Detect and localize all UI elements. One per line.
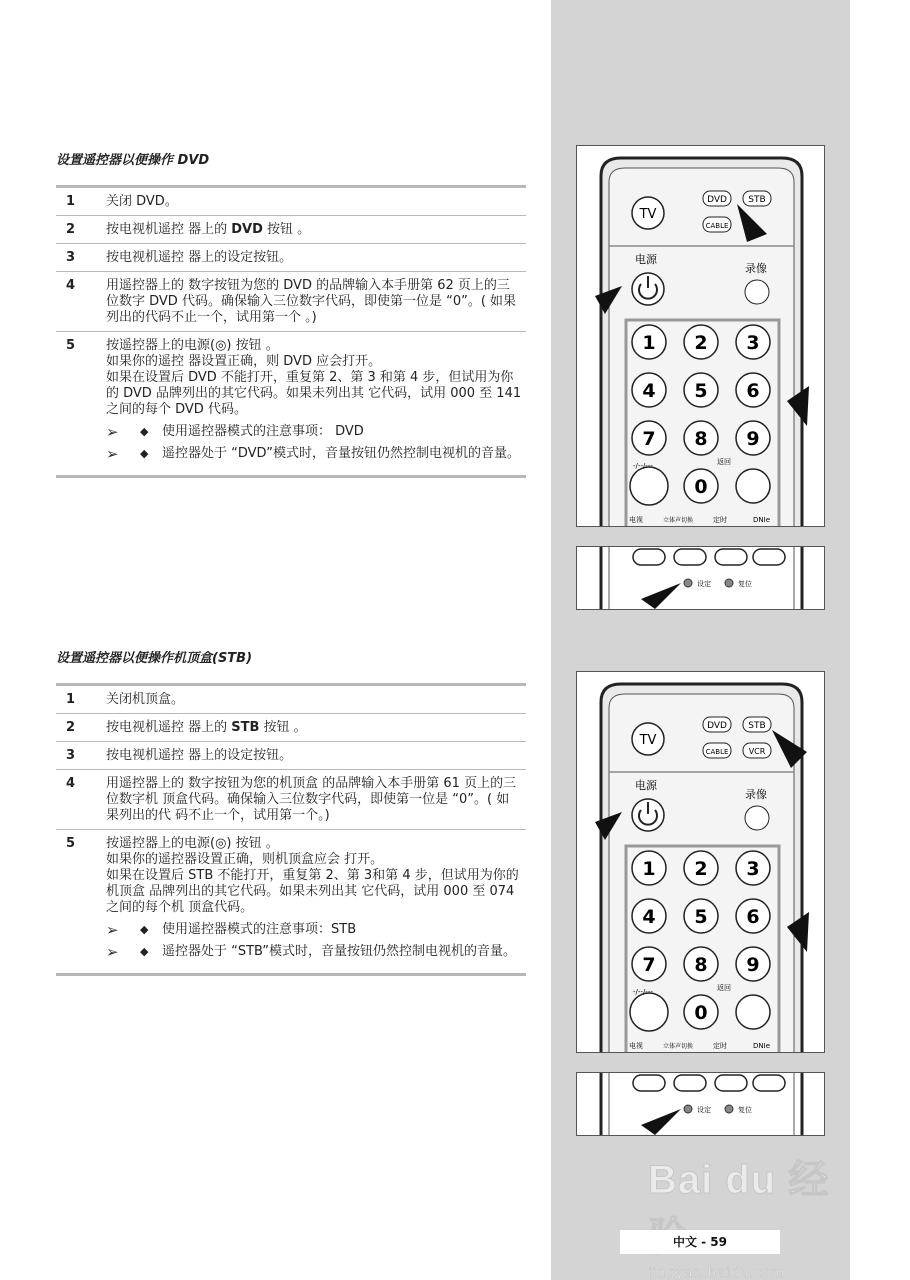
svg-text:DVD: DVD [707, 721, 727, 731]
svg-text:9: 9 [746, 428, 760, 450]
svg-text:STB: STB [748, 721, 766, 731]
svg-text:5: 5 [694, 906, 708, 928]
step-text: 用遥控器上的 数字按钮为您的 DVD 的品牌输入本手册第 62 页上的三位数字 DVD 代码。确保输入三位数字代码，即使第一位是 “0”。( 如果列出的代码不止一个，试用第一个 。) [106, 278, 517, 325]
divider [56, 475, 526, 478]
reset-button [725, 579, 733, 587]
reset-button [725, 1105, 733, 1113]
svg-text:DVD: DVD [707, 195, 727, 205]
step-text: 按电视机遥控 器上的 DVD 按钮 。 [106, 222, 311, 237]
diamond-icon: ◆ [140, 425, 149, 438]
svg-text:3: 3 [746, 332, 760, 354]
pointer-arrow-icon [641, 583, 681, 609]
step-text: 按遥控器上的电源(◎) 按钮 。 如果你的遥控 器设置正确，则 DVD 应会打开。 如果在设置后 DVD 不能打开，重复第 2、第 3 和第 4 步，但试用为你的 DVD 品牌列出的其它代码。如果未列出其 它代码，试用 000 至 141 之间的每个 DVD 代码。 ➢ ◆ 使用遥控器模式的注意事项： DVD ➢ ◆ 遥控器处于 “DVD”模式时，音量按钮仍然控制电视机的音量。 [106, 338, 522, 463]
svg-text:5: 5 [694, 380, 708, 402]
remote-svg [577, 672, 825, 1053]
step-row [56, 188, 526, 216]
step-number: 3 [66, 748, 76, 763]
step-text: 按遥控器上的电源(◎) 按钮 。 如果你的遥控器设置正确，则机顶盒应会 打开。 如果在设置后 STB 不能打开，重复第 2、第 3和第 4 步，但试用为你的机顶盒 品牌列出的其它代码。如果未列出其 它代码，试用 000 至 074 之间的每个机 顶盒代码。 ➢ ◆ 使用遥控器模式的注意事项：STB ➢ ◆ 遥控器处于 “STB”模式时，音量按钮仍然控制电视机的音量。 [106, 836, 526, 960]
note-item: ➢ ◆ 遥控器处于 “DVD”模式时，音量按钮仍然控制电视机的音量。 [106, 445, 520, 463]
note-item: ➢ ◆ 遥控器处于 “STB”模式时，音量按钮仍然控制电视机的音量。 [106, 943, 517, 961]
step-number: 5 [66, 836, 76, 851]
svg-text:立体声切换: 立体声切换 [663, 517, 694, 524]
watermark-brand: Bai du 经 [648, 1158, 830, 1202]
svg-text:返回: 返回 [717, 458, 731, 466]
strip-svg [577, 1073, 825, 1136]
remote-illustration-dvd [576, 145, 825, 527]
svg-text:电源: 电源 [635, 253, 657, 266]
svg-text:1: 1 [642, 858, 656, 880]
step-row [56, 272, 526, 332]
diamond-icon: ◆ [140, 945, 149, 958]
arrow-icon: ➢ [106, 921, 119, 939]
step-number: 2 [66, 720, 76, 735]
step-row [56, 216, 526, 244]
step-text: 按电视机遥控 器上的 STB 按钮 。 [106, 720, 307, 735]
setup-button-strip-dvd [576, 546, 825, 610]
svg-text:录像: 录像 [745, 262, 767, 275]
svg-text:8: 8 [694, 428, 708, 450]
svg-text:返回: 返回 [717, 984, 731, 992]
note-item: ➢ ◆ 使用遥控器模式的注意事项： DVD [106, 423, 364, 441]
remote-illustration-stb [576, 671, 825, 1053]
step-row [56, 830, 526, 965]
svg-text:设定: 设定 [697, 1106, 711, 1114]
source-icon [745, 280, 769, 304]
svg-text:复位: 复位 [738, 580, 752, 588]
svg-text:6: 6 [746, 906, 760, 928]
step-row [56, 714, 526, 742]
svg-text:8: 8 [694, 954, 708, 976]
step-number: 4 [66, 278, 76, 293]
step-number: 4 [66, 776, 76, 791]
remote-svg [577, 146, 825, 527]
page-number: 中文 - 59 [620, 1230, 780, 1254]
svg-text:3: 3 [746, 858, 760, 880]
svg-text:0: 0 [694, 476, 708, 498]
svg-text:7: 7 [642, 428, 656, 450]
section-stb [56, 648, 526, 976]
step-row [56, 770, 526, 830]
arrow-icon: ➢ [106, 445, 119, 463]
svg-text:4: 4 [642, 906, 656, 928]
set-button [684, 579, 692, 587]
svg-text:录像: 录像 [745, 788, 767, 801]
svg-text:6: 6 [746, 380, 760, 402]
pointer-arrow-icon [641, 1109, 681, 1135]
setup-button-strip-stb [576, 1072, 825, 1136]
svg-text:电视: 电视 [629, 516, 643, 524]
svg-text:电视: 电视 [629, 1042, 643, 1050]
svg-text:2: 2 [694, 858, 708, 880]
source-icon [745, 806, 769, 830]
svg-text:VCR: VCR [748, 747, 766, 756]
section-title: 设置遥控器以便操作 DVD [56, 153, 210, 168]
svg-text:复位: 复位 [738, 1106, 752, 1114]
arrow-icon: ➢ [106, 423, 119, 441]
note-item: ➢ ◆ 使用遥控器模式的注意事项：STB [106, 921, 357, 939]
step-text: 用遥控器上的 数字按钮为您的机顶盒 的品牌输入本手册第 61 页上的三位数字机 顶盒代码。确保输入三位数字代码，即使第一位是 “0”。( 如果列出的代 码不止一个，试用第一个。) [106, 776, 517, 823]
svg-text:-/--/---: -/--/--- [633, 462, 653, 470]
step-text: 按电视机遥控 器上的设定按钮。 [106, 250, 293, 265]
svg-text:9: 9 [746, 954, 760, 976]
svg-text:2: 2 [694, 332, 708, 354]
watermark-url: jingyan.baidu.com [648, 1266, 785, 1280]
step-row [56, 742, 526, 770]
svg-text:定时: 定时 [713, 1042, 727, 1050]
step-number: 1 [66, 194, 76, 209]
svg-text:设定: 设定 [697, 580, 711, 588]
diamond-icon: ◆ [140, 447, 149, 460]
divider [56, 973, 526, 976]
svg-text:立体声切换: 立体声切换 [663, 1043, 694, 1050]
svg-text:DNIe: DNIe [753, 516, 770, 524]
step-number: 1 [66, 692, 76, 707]
step-text: 按电视机遥控 器上的设定按钮。 [106, 748, 293, 763]
section-dvd [56, 150, 526, 478]
strip-svg [577, 547, 825, 610]
section-title: 设置遥控器以便操作机顶盒(STB) [56, 651, 253, 666]
svg-text:TV: TV [639, 207, 657, 222]
svg-text:STB: STB [748, 195, 766, 205]
svg-text:CABLE: CABLE [705, 222, 729, 230]
svg-text:定时: 定时 [713, 516, 727, 524]
svg-text:-/--/---: -/--/--- [633, 988, 653, 996]
step-row [56, 686, 526, 714]
set-button [684, 1105, 692, 1113]
step-row [56, 244, 526, 272]
svg-text:0: 0 [694, 1002, 708, 1024]
svg-text:4: 4 [642, 380, 656, 402]
svg-text:7: 7 [642, 954, 656, 976]
svg-text:TV: TV [639, 733, 657, 748]
step-text: 关闭 DVD。 [106, 194, 178, 209]
step-number: 2 [66, 222, 76, 237]
svg-text:1: 1 [642, 332, 656, 354]
diamond-icon: ◆ [140, 923, 149, 936]
step-row [56, 332, 526, 467]
svg-text:DNIe: DNIe [753, 1042, 770, 1050]
arrow-icon: ➢ [106, 943, 119, 961]
svg-text:电源: 电源 [635, 779, 657, 792]
svg-text:CABLE: CABLE [705, 748, 729, 756]
step-text: 关闭机顶盒。 [106, 692, 185, 707]
step-number: 3 [66, 250, 76, 265]
step-number: 5 [66, 338, 76, 353]
